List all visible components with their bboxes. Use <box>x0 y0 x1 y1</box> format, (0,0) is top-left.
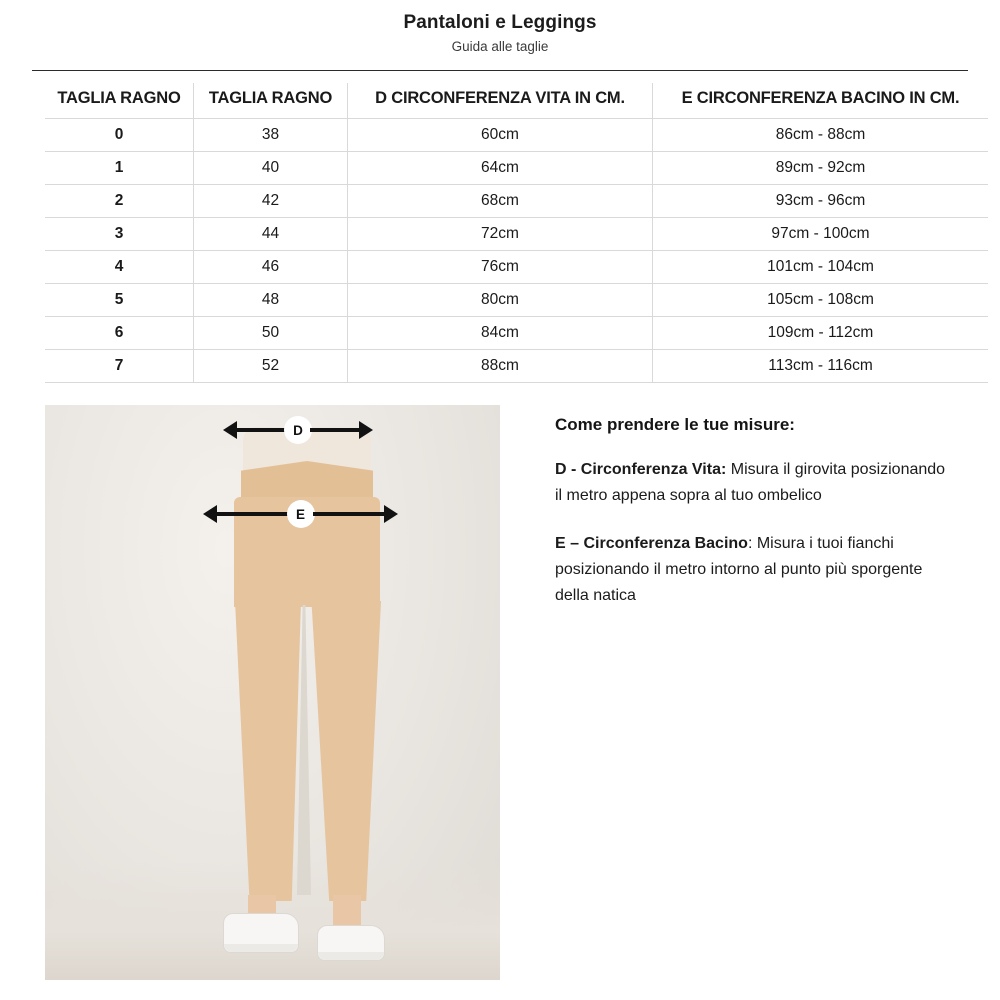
arrow-bar <box>217 512 289 516</box>
cell-taglia-ragno-1: 7 <box>45 350 194 383</box>
cell-bacino: 93cm - 96cm <box>653 185 989 218</box>
column-header-circonferenza-bacino: E CIRCONFERENZA BACINO IN CM. <box>653 83 989 119</box>
cell-bacino: 101cm - 104cm <box>653 251 989 284</box>
waist-badge: D <box>284 416 312 444</box>
cell-vita: 72cm <box>348 218 653 251</box>
lower-section <box>45 405 955 980</box>
shoe-sole <box>224 944 298 952</box>
model-shoe-right <box>317 925 385 961</box>
cell-taglia-ragno-2: 40 <box>194 152 348 185</box>
table-row <box>45 185 988 218</box>
page-title: Pantaloni e Leggings <box>403 12 597 33</box>
arrow-right-head-icon <box>359 421 373 439</box>
table-header-row <box>45 83 988 119</box>
arrow-left-head-icon <box>223 421 237 439</box>
cell-bacino: 109cm - 112cm <box>653 317 989 350</box>
instruction-waist <box>555 457 955 509</box>
cell-vita: 64cm <box>348 152 653 185</box>
table-row <box>45 119 988 152</box>
table-row <box>45 350 988 383</box>
column-header-circonferenza-vita: D CIRCONFERENZA VITA IN CM. <box>348 83 653 119</box>
instruction-hip-text: : Misura i tuoi fianchi posizionando il metro intorno al punto più sporgente della natica <box>555 534 923 604</box>
model-ankle-right <box>333 895 361 927</box>
waist-measure-arrow <box>223 421 373 439</box>
cell-taglia-ragno-2: 46 <box>194 251 348 284</box>
column-header-taglia-ragno-2: TAGLIA RAGNO <box>194 83 348 119</box>
measurement-diagram-photo <box>45 405 500 980</box>
page-subtitle: Guida alle taglie <box>451 39 549 54</box>
cell-taglia-ragno-1: 2 <box>45 185 194 218</box>
size-table <box>45 83 988 383</box>
table-row <box>45 152 988 185</box>
instructions-panel <box>555 405 955 631</box>
cell-bacino: 113cm - 116cm <box>653 350 989 383</box>
cell-taglia-ragno-2: 38 <box>194 119 348 152</box>
cell-vita: 80cm <box>348 284 653 317</box>
cell-taglia-ragno-2: 50 <box>194 317 348 350</box>
cell-bacino: 97cm - 100cm <box>653 218 989 251</box>
arrow-bar <box>237 428 286 432</box>
hip-badge: E <box>287 500 315 528</box>
header-divider <box>32 70 968 71</box>
model-shoe-left <box>223 913 299 953</box>
instructions-heading: Come prendere le tue misure: <box>555 415 795 434</box>
cell-taglia-ragno-1: 1 <box>45 152 194 185</box>
cell-taglia-ragno-1: 0 <box>45 119 194 152</box>
cell-bacino: 89cm - 92cm <box>653 152 989 185</box>
shoe-sole <box>318 952 384 960</box>
cell-vita: 84cm <box>348 317 653 350</box>
cell-bacino: 105cm - 108cm <box>653 284 989 317</box>
instruction-waist-label: D - Circonferenza Vita: <box>555 461 727 478</box>
cell-taglia-ragno-2: 52 <box>194 350 348 383</box>
instruction-hip <box>555 531 955 609</box>
cell-taglia-ragno-2: 48 <box>194 284 348 317</box>
instruction-waist-text: Misura il girovita posizionando il metro appena sopra al tuo ombelico <box>555 461 946 504</box>
table-row <box>45 284 988 317</box>
cell-taglia-ragno-1: 6 <box>45 317 194 350</box>
cell-taglia-ragno-2: 42 <box>194 185 348 218</box>
cell-taglia-ragno-1: 5 <box>45 284 194 317</box>
cell-vita: 76cm <box>348 251 653 284</box>
cell-taglia-ragno-2: 44 <box>194 218 348 251</box>
size-table-wrapper <box>45 83 960 383</box>
column-header-taglia-ragno-1: TAGLIA RAGNO <box>45 83 194 119</box>
instruction-hip-label: E – Circonferenza Bacino <box>555 534 748 552</box>
cell-vita: 60cm <box>348 119 653 152</box>
cell-vita: 68cm <box>348 185 653 218</box>
cell-taglia-ragno-1: 4 <box>45 251 194 284</box>
hip-measure-arrow <box>203 505 398 523</box>
page-header <box>0 0 1000 54</box>
arrow-bar <box>313 512 385 516</box>
arrow-right-head-icon <box>384 505 398 523</box>
cell-taglia-ragno-1: 3 <box>45 218 194 251</box>
table-row <box>45 317 988 350</box>
cell-vita: 88cm <box>348 350 653 383</box>
cell-bacino: 86cm - 88cm <box>653 119 989 152</box>
arrow-bar <box>310 428 359 432</box>
table-row <box>45 251 988 284</box>
arrow-left-head-icon <box>203 505 217 523</box>
table-row <box>45 218 988 251</box>
